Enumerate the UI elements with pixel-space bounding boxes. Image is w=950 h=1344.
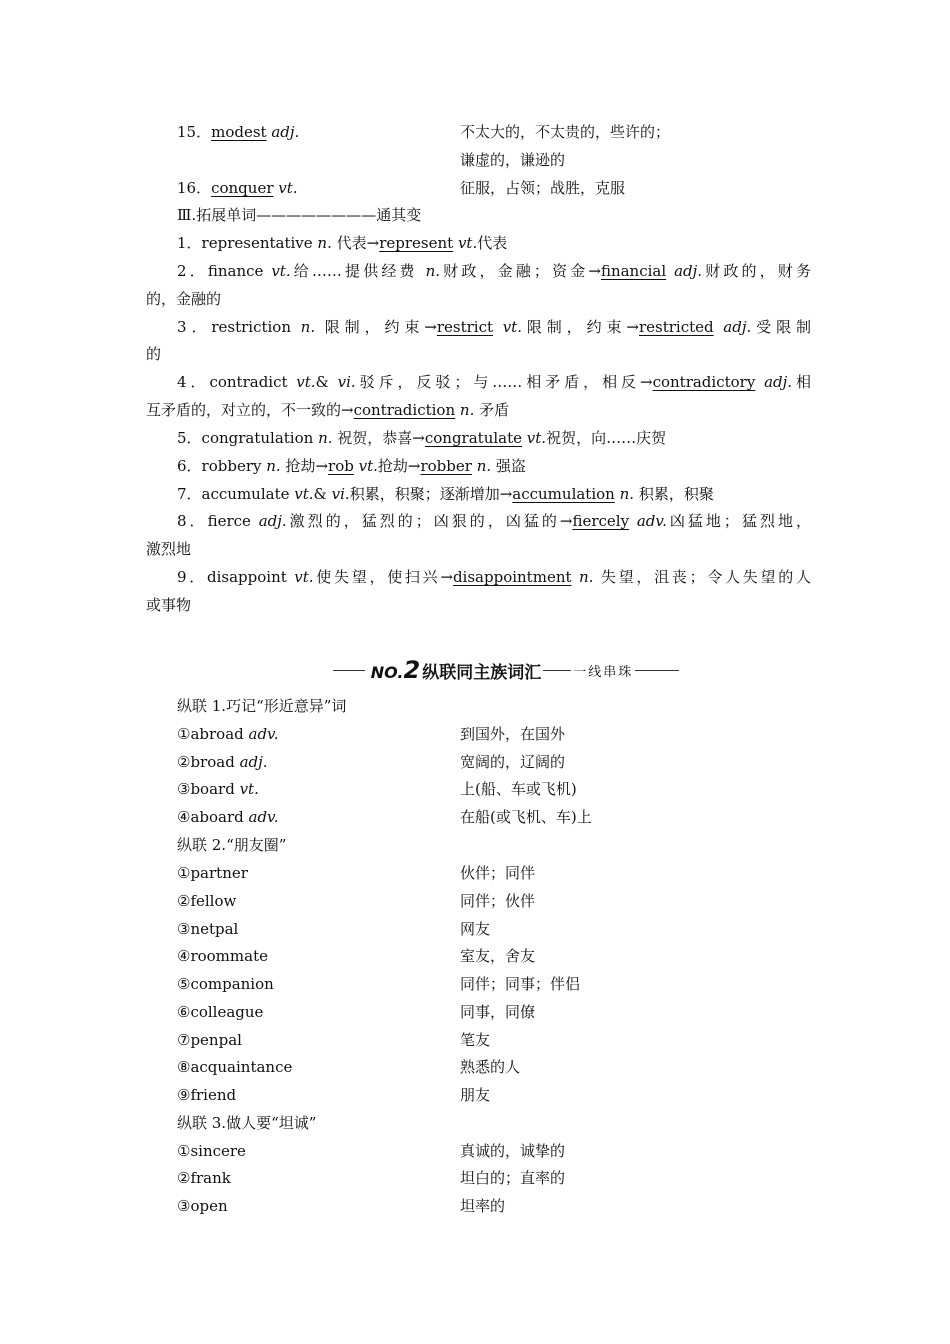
term: 4．contradict [177, 373, 297, 391]
section-heading-expand-words: Ⅲ.拓展单词————————通其变 [177, 206, 422, 224]
header-rule-left [333, 670, 365, 671]
part-of-speech: adj. [674, 262, 703, 280]
expand-item-3 [177, 314, 811, 342]
part-of-speech: n. [300, 318, 316, 336]
answer-word: represent [379, 234, 454, 252]
group-1-heading: 纵联 1.巧记“形近意异”词 [177, 697, 347, 715]
answer-word: contradiction [353, 401, 456, 419]
vocab-definition: 不太大的，不太贵的，些许的； [460, 123, 671, 141]
definition: 到国外，在国外 [460, 725, 566, 743]
list-item: ②frank [177, 1169, 231, 1187]
meaning: 使失望，使扫兴→ [313, 568, 453, 586]
definition: 宽阔的，辽阔的 [460, 753, 566, 771]
meaning: 受限制 [751, 318, 811, 336]
part-of-speech: n. [425, 262, 441, 280]
section-number [371, 656, 420, 684]
term: 8．fierce [177, 512, 259, 530]
part-of-speech: vt. [278, 179, 298, 197]
meaning: 失望，沮丧；令人失望的人 [593, 568, 811, 586]
answer-word: restricted [638, 318, 714, 336]
word: ②broad [177, 753, 240, 771]
answer-word: fiercely [572, 512, 630, 530]
meaning: 财政的，财务 [702, 262, 811, 280]
meaning: 激烈的，猛烈的；凶狠的，凶猛的→ [286, 512, 573, 530]
spacer [714, 318, 724, 336]
vocab-word: modest [211, 123, 267, 141]
list-item: ⑦penpal [177, 1031, 242, 1049]
part-of-speech: vt. [457, 234, 478, 252]
expand-item-8 [177, 508, 811, 536]
part-of-speech: adv. [636, 512, 667, 530]
part-of-speech: n. [317, 234, 332, 252]
list-item: ①partner [177, 864, 248, 882]
answer-word: rob [328, 457, 354, 475]
list-item: ④roommate [177, 947, 268, 965]
part-of-speech: n. [266, 457, 281, 475]
list-item: ⑨friend [177, 1086, 237, 1104]
vocab-definition: 谦虚的，谦逊的 [460, 151, 566, 169]
answer-word: congratulate [424, 429, 523, 447]
part-of-speech: n. [318, 429, 333, 447]
group-2-heading: 纵联 2.“朋友圈” [177, 836, 287, 854]
section-subtitle: 一线串珠 [573, 664, 634, 680]
spacer [493, 318, 503, 336]
meaning: 互矛盾的，对立的，不一致的→ [146, 401, 354, 419]
definition: 伙伴；同伴 [460, 864, 536, 882]
part-of-speech: adj. [723, 318, 752, 336]
expand-item-6 [177, 453, 842, 481]
part-of-speech: adj. [271, 123, 300, 141]
part-of-speech: adv. [248, 808, 279, 826]
item-number: 16． [177, 179, 212, 197]
vocab-word: conquer [211, 179, 274, 197]
word: ①abroad [177, 725, 249, 743]
part-of-speech: vt. [526, 429, 547, 447]
meaning: 祝贺，向……庆贺 [546, 429, 667, 447]
meaning: 财政，金融；资金→ [440, 262, 601, 280]
answer-word: disappointment [452, 568, 572, 586]
group-3-heading: 纵联 3.做人要“坦诚” [177, 1114, 317, 1132]
expand-item-3-continued: 的 [146, 345, 162, 363]
term: 7．accumulate [177, 485, 295, 503]
answer-word: restrict [436, 318, 494, 336]
part-of-speech: n. [579, 568, 594, 586]
list-item: ②fellow [177, 892, 237, 910]
part-of-speech: adj. [764, 373, 793, 391]
definition: 坦率的 [460, 1197, 506, 1215]
spacer [666, 262, 674, 280]
meaning: 抢劫→ [280, 457, 329, 475]
expand-item-4 [177, 369, 811, 397]
definition: 熟悉的人 [460, 1058, 521, 1076]
meaning: 矛盾 [474, 401, 510, 419]
part-of-speech: n. [476, 457, 492, 475]
definition: 同事，同僚 [460, 1003, 536, 1021]
answer-word: accumulation [512, 485, 615, 503]
answer-word: financial [600, 262, 667, 280]
part-of-speech: vt. [294, 568, 314, 586]
section-title: 纵联同主族词汇 [422, 662, 542, 683]
spacer [572, 568, 580, 586]
part-of-speech: vt. [294, 485, 314, 503]
definition: 真诚的，诚挚的 [460, 1142, 566, 1160]
list-item: ⑧acquaintance [177, 1058, 293, 1076]
answer-word: contradictory [652, 373, 756, 391]
term: 2．finance [177, 262, 272, 280]
connector: & [313, 485, 332, 503]
part-of-speech: vt. [271, 262, 291, 280]
part-of-speech: n. [619, 485, 635, 503]
header-rule-right [635, 670, 679, 671]
header-rule-mid [543, 670, 571, 671]
definition: 同伴；伙伴 [460, 892, 536, 910]
term: 9．disappoint [177, 568, 295, 586]
section-header-no2 [330, 655, 682, 685]
section-number-prefix: NO. [370, 663, 404, 682]
definition: 在船(或飞机、车)上 [460, 808, 592, 826]
expand-item-5 [177, 425, 842, 453]
list-item: ⑤companion [177, 975, 274, 993]
definition: 网友 [460, 920, 491, 938]
word: ③board [177, 780, 240, 798]
meaning: 给……提供经费 [290, 262, 426, 280]
meaning: 驳斥，反驳；与……相矛盾，相反→ [355, 373, 653, 391]
term: 1．representative [177, 234, 318, 252]
meaning: 凶猛地；猛烈地， [666, 512, 811, 530]
part-of-speech: vt. [502, 318, 522, 336]
expand-item-2 [177, 258, 811, 286]
meaning: 代表 [477, 234, 508, 252]
expand-item-7 [177, 481, 842, 509]
definition: 朋友 [460, 1086, 491, 1104]
expand-item-2-continued: 的，金融的 [146, 290, 222, 308]
part-of-speech: vt. [296, 373, 316, 391]
list-item: ③netpal [177, 920, 239, 938]
meaning: 抢劫→ [377, 457, 421, 475]
meaning: 代表→ [331, 234, 380, 252]
expand-item-9-continued: 或事物 [146, 596, 192, 614]
expand-item-1 [177, 230, 842, 258]
definition: 室友，舍友 [460, 947, 536, 965]
answer-word: robber [420, 457, 472, 475]
list-item: ③open [177, 1197, 228, 1215]
part-of-speech: vi. [331, 485, 350, 503]
meaning: 限制，约束→ [521, 318, 639, 336]
connector: & [315, 373, 338, 391]
meaning: 积累，积聚；逐渐增加→ [349, 485, 513, 503]
item-number: 15． [177, 123, 212, 141]
part-of-speech: n. [459, 401, 475, 419]
definition: 坦白的；直率的 [460, 1169, 566, 1187]
expand-item-9 [177, 564, 811, 592]
part-of-speech: vi. [337, 373, 356, 391]
part-of-speech: vt. [239, 780, 259, 798]
definition: 同伴；同事；伴侣 [460, 975, 581, 993]
term: 6．robbery [177, 457, 267, 475]
meaning: 祝贺，恭喜→ [332, 429, 425, 447]
definition: 上(船、车或飞机) [460, 780, 577, 798]
expand-item-4-continued [146, 397, 811, 425]
meaning: 积累，积聚 [634, 485, 714, 503]
list-item: ①sincere [177, 1142, 246, 1160]
part-of-speech: adj. [239, 753, 268, 771]
meaning: 限制，约束→ [315, 318, 437, 336]
vocab-definition: 征服，占领；战胜，克服 [460, 179, 626, 197]
part-of-speech: adj. [258, 512, 287, 530]
part-of-speech: adv. [248, 725, 279, 743]
term: 3．restriction [177, 318, 301, 336]
meaning: 强盗 [491, 457, 526, 475]
term: 5．congratulation [177, 429, 319, 447]
definition: 笔友 [460, 1031, 491, 1049]
part-of-speech: vt. [358, 457, 378, 475]
spacer [629, 512, 637, 530]
list-item: ⑥colleague [177, 1003, 264, 1021]
spacer [755, 373, 764, 391]
expand-item-8-continued: 激烈地 [146, 540, 192, 558]
meaning: 相 [792, 373, 811, 391]
section-number-digit: 2 [403, 656, 421, 684]
word: ④aboard [177, 808, 249, 826]
